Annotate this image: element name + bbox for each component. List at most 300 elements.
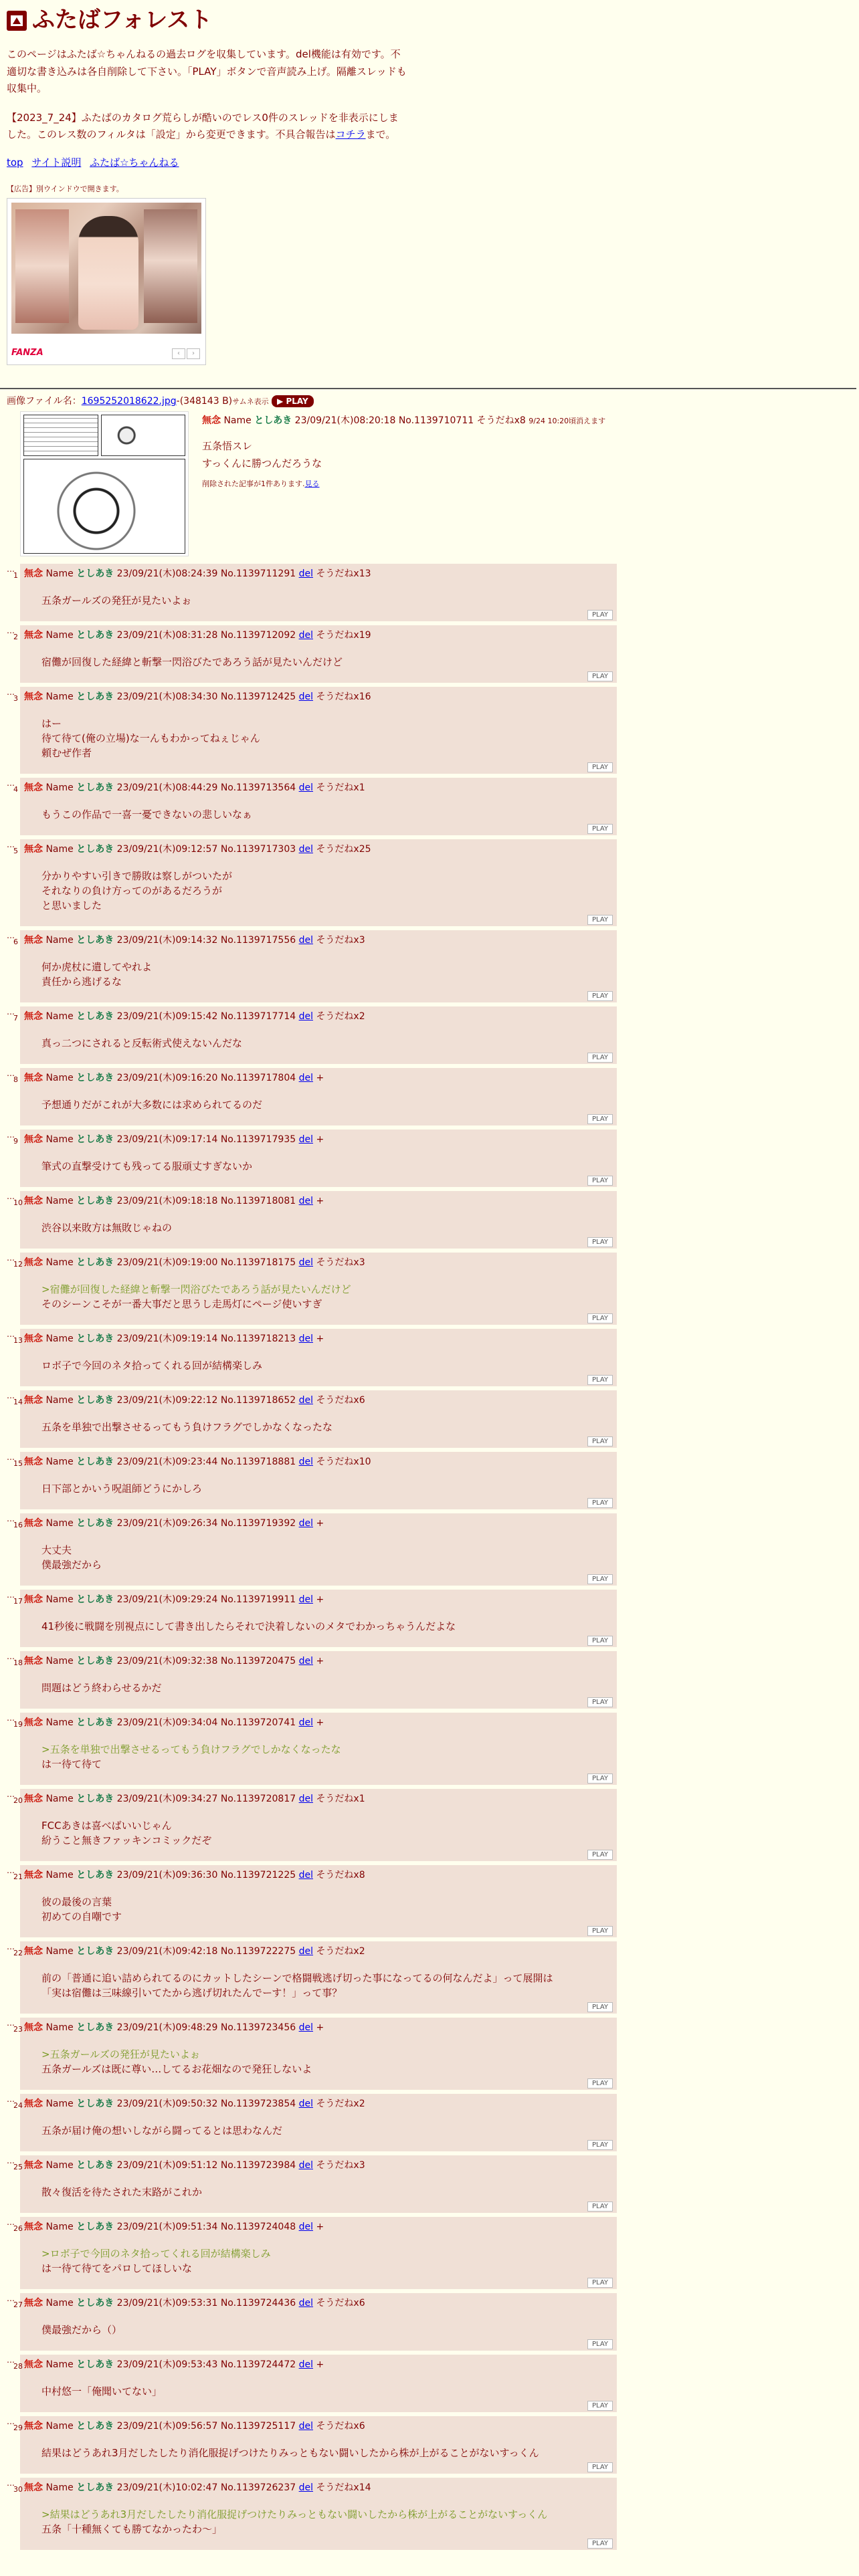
reply-header: [24, 1792, 613, 1806]
reply-index: 29: [13, 2423, 23, 2432]
reply-sodane[interactable]: そうだねx10: [316, 1456, 371, 1467]
reply-line: 渋谷以来敗方は無敗じゃねの: [41, 1221, 173, 1234]
reply-menu-icon[interactable]: …: [7, 778, 15, 788]
reply-no: No.1139711291: [220, 568, 296, 579]
reply-line: 真っ二つにされると反転術式使えないんだな: [41, 1037, 243, 1049]
reply-del-link[interactable]: del: [298, 1793, 313, 1804]
reply-header: [24, 1455, 613, 1469]
op-expire: 9/24 10:20頃消えます: [529, 416, 606, 425]
reply-header: [24, 1592, 613, 1607]
reply-quote: >ロボ子で今回のネタ拾ってくれる回が結構楽しみ: [41, 2247, 271, 2260]
reply-menu-icon[interactable]: …: [7, 1390, 15, 1400]
reply-del-link[interactable]: del: [298, 934, 313, 946]
ad-next-icon[interactable]: ›: [187, 348, 200, 359]
reply-message: [41, 2246, 613, 2276]
reply-box: [13, 2478, 617, 2550]
reply-name-label: Name: [45, 1010, 74, 1022]
op-thumbnail[interactable]: [20, 411, 189, 556]
ad-note: 【広告】別ウインドウで開きます。: [7, 184, 124, 193]
reply-date: 23/09/21(木)09:34:27: [116, 1793, 218, 1804]
reply-menu-icon[interactable]: …: [7, 1865, 15, 1875]
reply-header: [24, 1393, 613, 1408]
reply-title: 無念: [24, 1945, 43, 1957]
reply-name: としあき: [76, 1394, 114, 1406]
reply-no: No.1139713564: [220, 782, 296, 793]
reply-menu-icon[interactable]: …: [7, 1130, 15, 1140]
reply-del-link[interactable]: del: [298, 1333, 313, 1344]
reply-menu-icon[interactable]: …: [7, 2155, 15, 2165]
reply-box: [13, 1713, 617, 1785]
reply-no: No.1139724436: [220, 2297, 296, 2309]
reply-del-link[interactable]: del: [298, 2022, 313, 2033]
reply-name: としあき: [76, 2022, 114, 2033]
reply-quote: >五条ガールズの発狂が見たいよぉ: [41, 2048, 200, 2060]
reply-name-label: Name: [45, 1072, 74, 1083]
reply-play-button[interactable]: PLAY: [587, 1436, 613, 1446]
reply-header: [24, 2020, 613, 2035]
reply-play-button[interactable]: PLAY: [587, 2462, 613, 2472]
reply-del-link[interactable]: del: [298, 2221, 313, 2232]
reply-del-link[interactable]: del: [298, 1717, 313, 1728]
reply-line: 日下部とかいう呪詛師どうにかしろ: [41, 1482, 203, 1495]
reply-message: [41, 2047, 613, 2076]
reply-del-link[interactable]: del: [298, 629, 313, 641]
reply-box: [13, 1006, 617, 1064]
reply-del-link[interactable]: del: [298, 2420, 313, 2432]
reply-title: 無念: [24, 782, 43, 793]
reply-title: 無念: [24, 1793, 43, 1804]
reply-sodane[interactable]: そうだねx6: [316, 1394, 365, 1406]
reply-sodane[interactable]: +: [316, 1333, 324, 1344]
reply-play-button[interactable]: PLAY: [587, 1176, 613, 1186]
ad-banner[interactable]: [7, 198, 206, 365]
reply-del-link[interactable]: del: [298, 1517, 313, 1529]
reply-line: 宿儺が回復した経緯と斬撃一閃浴びたであろう話が見たいんだけど: [41, 655, 343, 668]
reply-del-link[interactable]: del: [298, 1257, 313, 1268]
reply-no: No.1139726237: [220, 2482, 296, 2493]
reply-name-label: Name: [45, 1793, 74, 1804]
reply-message: [41, 593, 613, 608]
reply-name-label: Name: [45, 1195, 74, 1206]
reply-menu-icon[interactable]: …: [7, 2355, 15, 2365]
reply-name-label: Name: [45, 2022, 74, 2033]
reply-name: としあき: [76, 691, 114, 702]
reply-title: 無念: [24, 1195, 43, 1206]
nav-top-link[interactable]: top: [7, 156, 23, 169]
reply-no: No.1139718652: [220, 1394, 296, 1406]
reply-sodane[interactable]: そうだねx3: [316, 934, 365, 946]
reply-play-button[interactable]: PLAY: [587, 610, 613, 620]
reply-line: それなりの負け方ってのがあるだろうが: [41, 884, 223, 897]
reply-date: 23/09/21(木)09:53:43: [116, 2359, 218, 2370]
reply-name: としあき: [76, 2359, 114, 2370]
reply-line: 41秒後に戦闘を別視点にして書き出したらそれで決着しないのメタでわかっちゃうんだよな: [41, 1620, 456, 1632]
reply-play-button[interactable]: PLAY: [587, 1313, 613, 1323]
reply-date: 23/09/21(木)09:42:18: [116, 1945, 218, 1957]
reply-menu-icon[interactable]: …: [7, 687, 15, 697]
reply-del-link[interactable]: del: [298, 2297, 313, 2309]
reply-menu-icon[interactable]: …: [7, 2478, 15, 2488]
reply-box: [13, 778, 617, 835]
reply-header: [24, 780, 613, 795]
reply-title: 無念: [24, 1717, 43, 1728]
reply-line: 大丈夫: [41, 1543, 72, 1556]
reply-menu-icon[interactable]: …: [7, 1513, 15, 1523]
reply-play-button[interactable]: PLAY: [587, 824, 613, 834]
reply-del-link[interactable]: del: [298, 782, 313, 793]
reply-title: 無念: [24, 1072, 43, 1083]
op-sodane[interactable]: そうだねx8: [476, 415, 526, 426]
reply-post: [7, 1329, 617, 1386]
reply-post: [7, 1713, 617, 1785]
reply-play-button[interactable]: PLAY: [587, 1636, 613, 1646]
reply-date: 23/09/21(木)09:17:14: [116, 1134, 218, 1145]
reply-no: No.1139717556: [220, 934, 296, 946]
reply-message: [41, 1895, 613, 1924]
reply-message: [41, 2123, 613, 2138]
reply-header: [24, 689, 613, 704]
reply-header: [24, 2097, 613, 2111]
show-deleted-link[interactable]: 見る: [304, 479, 320, 489]
reply-play-button[interactable]: PLAY: [587, 1574, 613, 1584]
reply-title: 無念: [24, 843, 43, 855]
reply-message: [41, 2323, 613, 2337]
reply-line: 何か虎杖に遺してやれよ: [41, 960, 153, 973]
reply-name-label: Name: [45, 2420, 74, 2432]
reply-del-link[interactable]: del: [298, 1594, 313, 1605]
reply-title: 無念: [24, 2359, 43, 2370]
reply-menu-icon[interactable]: …: [7, 2094, 15, 2104]
reply-name: としあき: [76, 1793, 114, 1804]
reply-del-link[interactable]: del: [298, 691, 313, 702]
ad-image[interactable]: [11, 203, 201, 334]
reply-menu-icon[interactable]: …: [7, 2293, 15, 2303]
reply-date: 23/09/21(木)09:22:12: [116, 1394, 218, 1406]
reply-box: [13, 2155, 617, 2213]
reply-name: としあき: [76, 1072, 114, 1083]
reply-post: [7, 1513, 617, 1586]
reply-box: [13, 1865, 617, 1937]
reply-sodane[interactable]: +: [316, 2221, 324, 2232]
site-title: ふたばフォレスト: [32, 7, 213, 33]
divider: [0, 388, 856, 389]
reply-message: [41, 2507, 613, 2537]
reply-no: No.1139723854: [220, 2098, 296, 2109]
intro-text-2: 【2023_7_24】ふたばのカタログ荒らしが酷いのでレス0件のスレッドを非表示にしました。このレス数のフィルタは「設定」から変更できます。不具合報告はコチラまで。: [7, 111, 399, 141]
reply-play-button[interactable]: PLAY: [587, 1237, 613, 1247]
reply-index: 10: [13, 1198, 23, 1207]
reply-name: としあき: [76, 629, 114, 641]
reply-menu-icon[interactable]: …: [7, 1452, 15, 1462]
reply-menu-icon[interactable]: …: [7, 1651, 15, 1661]
reply-sodane[interactable]: +: [316, 1517, 324, 1529]
reply-date: 23/09/21(木)09:51:12: [116, 2159, 218, 2171]
reply-play-button[interactable]: PLAY: [587, 2278, 613, 2288]
reply-index: 14: [13, 1397, 23, 1406]
reply-play-button[interactable]: PLAY: [587, 991, 613, 1001]
reply-sodane[interactable]: そうだねx2: [316, 2098, 365, 2109]
reply-del-link[interactable]: del: [298, 2098, 313, 2109]
reply-line: 分かりやすい引きで勝敗は察しがついたが: [41, 869, 233, 882]
reply-del-link[interactable]: del: [298, 1394, 313, 1406]
reply-header: [24, 842, 613, 857]
reply-sodane[interactable]: そうだねx2: [316, 1945, 365, 1957]
reply-name: としあき: [76, 1594, 114, 1605]
reply-sodane[interactable]: +: [316, 2359, 324, 2370]
reply-title: 無念: [24, 1257, 43, 1268]
reply-menu-icon[interactable]: …: [7, 564, 15, 574]
reply-no: No.1139719911: [220, 1594, 296, 1605]
reply-post: [7, 2018, 617, 2090]
reply-play-button[interactable]: PLAY: [587, 2539, 613, 2549]
reply-name-label: Name: [45, 629, 74, 641]
reply-line: は一待て待てをパロしてほしいな: [41, 2262, 193, 2274]
reply-menu-icon[interactable]: …: [7, 1253, 15, 1263]
reply-title: 無念: [24, 1655, 43, 1667]
reply-play-button[interactable]: PLAY: [587, 1697, 613, 1707]
reply-sodane[interactable]: +: [316, 2022, 324, 2033]
reply-name: としあき: [76, 1010, 114, 1022]
reply-sodane[interactable]: そうだねx16: [316, 691, 371, 702]
ad-prev-icon[interactable]: ‹: [172, 348, 185, 359]
reply-header: [24, 628, 613, 643]
reply-index: 16: [13, 1520, 23, 1529]
reply-sodane[interactable]: そうだねx6: [316, 2420, 365, 2432]
reply-del-link[interactable]: del: [298, 1134, 313, 1145]
reply-del-link[interactable]: del: [298, 1655, 313, 1667]
reply-name-label: Name: [45, 843, 74, 855]
reply-menu-icon[interactable]: …: [7, 1590, 15, 1600]
reply-menu-icon[interactable]: …: [7, 1068, 15, 1078]
reply-date: 23/09/21(木)09:32:38: [116, 1655, 218, 1667]
reply-name: としあき: [76, 2482, 114, 2493]
reply-name: としあき: [76, 2098, 114, 2109]
reply-name-label: Name: [45, 2482, 74, 2493]
reply-play-button[interactable]: PLAY: [587, 2202, 613, 2212]
reply-index: 4: [13, 784, 18, 794]
reply-date: 23/09/21(木)09:36:30: [116, 1869, 218, 1881]
reply-no: No.1139718175: [220, 1257, 296, 1268]
reply-no: No.1139722275: [220, 1945, 296, 1957]
reply-post: [7, 2094, 617, 2151]
reply-menu-icon[interactable]: …: [7, 1941, 15, 1951]
reply-menu-icon[interactable]: …: [7, 1713, 15, 1723]
reply-sodane[interactable]: そうだねx8: [316, 1869, 365, 1881]
reply-menu-icon[interactable]: …: [7, 930, 15, 940]
reply-post: [7, 2416, 617, 2474]
reply-del-link[interactable]: del: [298, 1072, 313, 1083]
reply-index: 26: [13, 2224, 23, 2233]
reply-date: 23/09/21(木)08:44:29: [116, 782, 218, 793]
reply-sodane[interactable]: +: [316, 1594, 324, 1605]
reply-name: としあき: [76, 1869, 114, 1881]
reply-menu-icon[interactable]: …: [7, 839, 15, 849]
reply-play-button[interactable]: PLAY: [587, 1774, 613, 1784]
reply-message: [41, 1282, 613, 1311]
reply-play-button[interactable]: PLAY: [587, 1498, 613, 1508]
intro-text-1: このページはふたば☆ちゃんねるの過去ログを収集しています。del機能は有効です。不適切な書き込みは各自削除して下さい。「PLAY」ボタンで音声読み上げ。隔離スレッドも収集中。: [7, 48, 407, 95]
reply-message: [41, 1097, 613, 1112]
reply-line: 五条ガールズは既に尊い…してるお花畑なので発狂しないよ: [41, 2062, 312, 2075]
reply-play-button[interactable]: PLAY: [587, 915, 613, 925]
reply-line: 「実は宿儺は三味線引いてたから逃げ切れたんでーす！」って事？: [41, 1986, 343, 1999]
reply-play-button[interactable]: PLAY: [587, 1053, 613, 1063]
reply-index: 6: [13, 937, 18, 946]
reply-del-link[interactable]: del: [298, 2159, 313, 2171]
reply-sodane[interactable]: そうだねx19: [316, 629, 371, 641]
reply-box: [13, 1789, 617, 1861]
reply-play-button[interactable]: PLAY: [587, 2339, 613, 2349]
reply-sodane[interactable]: +: [316, 1717, 324, 1728]
reply-del-link[interactable]: del: [298, 843, 313, 855]
reply-name: としあき: [76, 1717, 114, 1728]
reply-post: [7, 1390, 617, 1448]
reply-name-label: Name: [45, 934, 74, 946]
reply-play-button[interactable]: PLAY: [587, 2078, 613, 2088]
reply-play-button[interactable]: PLAY: [587, 2002, 613, 2012]
reply-box: [13, 2217, 617, 2289]
reply-menu-icon[interactable]: …: [7, 1191, 15, 1201]
reply-menu-icon[interactable]: …: [7, 2217, 15, 2227]
reply-menu-icon[interactable]: …: [7, 1006, 15, 1016]
reply-post: [7, 1865, 617, 1937]
reply-date: 23/09/21(木)08:31:28: [116, 629, 218, 641]
reply-sodane[interactable]: そうだねx14: [316, 2482, 371, 2493]
reply-header: [24, 566, 613, 581]
reply-message: [41, 1742, 613, 1772]
nav-about-link[interactable]: サイト説明: [31, 156, 82, 169]
op-play-button[interactable]: ▶ PLAY: [272, 395, 314, 407]
reply-sodane[interactable]: そうだねx2: [316, 1010, 365, 1022]
reply-menu-icon[interactable]: …: [7, 1789, 15, 1799]
reply-title: 無念: [24, 1517, 43, 1529]
reply-index: 23: [13, 2024, 23, 2034]
reply-message: [41, 1543, 613, 1572]
reply-sodane[interactable]: +: [316, 1134, 324, 1145]
reply-no: No.1139719392: [220, 1517, 296, 1529]
reply-line: FCCあきは喜べばいいじゃん: [41, 1819, 172, 1832]
reply-play-button[interactable]: PLAY: [587, 1850, 613, 1860]
reply-no: No.1139712425: [220, 691, 296, 702]
nav-futaba-link[interactable]: ふたば☆ちゃんねる: [90, 156, 179, 169]
reply-play-button[interactable]: PLAY: [587, 671, 613, 681]
reply-date: 23/09/21(木)09:15:42: [116, 1010, 218, 1022]
reply-title: 無念: [24, 629, 43, 641]
reply-date: 23/09/21(木)09:12:57: [116, 843, 218, 855]
reply-date: 23/09/21(木)09:53:31: [116, 2297, 218, 2309]
reply-name-label: Name: [45, 1456, 74, 1467]
reply-header: [24, 1331, 613, 1346]
reply-play-button[interactable]: PLAY: [587, 2140, 613, 2150]
reply-message: [41, 1619, 613, 1634]
reply-post: [7, 839, 617, 926]
reply-box: [13, 1130, 617, 1187]
op-name: としあき: [254, 415, 292, 426]
reply-post: [7, 1590, 617, 1647]
reply-sodane[interactable]: +: [316, 1072, 324, 1083]
reply-del-link[interactable]: del: [298, 1945, 313, 1957]
reply-play-button[interactable]: PLAY: [587, 1926, 613, 1936]
reply-header: [24, 2480, 613, 2495]
reply-sodane[interactable]: そうだねx25: [316, 843, 371, 855]
reply-message: [41, 1159, 613, 1174]
reply-index: 21: [13, 1872, 23, 1881]
reply-name: としあき: [76, 1655, 114, 1667]
reply-del-link[interactable]: del: [298, 568, 313, 579]
reply-name: としあき: [76, 1257, 114, 1268]
reply-menu-icon[interactable]: …: [7, 1329, 15, 1339]
reply-del-link[interactable]: del: [298, 1010, 313, 1022]
reply-menu-icon[interactable]: …: [7, 625, 15, 635]
reply-play-button[interactable]: PLAY: [587, 762, 613, 772]
reply-message: [41, 655, 613, 669]
reply-menu-icon[interactable]: …: [7, 2018, 15, 2028]
reply-date: 23/09/21(木)09:19:00: [116, 1257, 218, 1268]
reply-name-label: Name: [45, 1394, 74, 1406]
reply-del-link[interactable]: del: [298, 2359, 313, 2370]
report-link[interactable]: コチラ: [335, 128, 366, 141]
reply-line: 筆式の直撃受けても残ってる服頑丈すぎないか: [41, 1160, 253, 1172]
reply-sodane[interactable]: そうだねx3: [316, 2159, 365, 2171]
reply-del-link[interactable]: del: [298, 1456, 313, 1467]
reply-name: としあき: [76, 843, 114, 855]
reply-title: 無念: [24, 2482, 43, 2493]
reply-name-label: Name: [45, 1717, 74, 1728]
reply-quote: >結果はどうあれ3月だしたしたり消化服捉げつけたりみっともない闘いしたから株が上がることがないすっくん: [41, 2508, 548, 2520]
reply-no: No.1139717303: [220, 843, 296, 855]
reply-sodane[interactable]: +: [316, 1195, 324, 1206]
reply-sodane[interactable]: そうだねx1: [316, 782, 365, 793]
reply-name: としあき: [76, 2221, 114, 2232]
reply-post: [7, 1452, 617, 1509]
reply-play-button[interactable]: PLAY: [587, 2401, 613, 2411]
reply-sodane[interactable]: そうだねx13: [316, 568, 371, 579]
reply-header: [24, 1868, 613, 1883]
reply-header: [24, 2296, 613, 2311]
file-link[interactable]: 1695252018622.jpg: [81, 396, 177, 407]
reply-message: [41, 1971, 613, 2000]
reply-index: 15: [13, 1459, 23, 1468]
reply-index: 27: [13, 2300, 23, 2309]
reply-post: [7, 625, 617, 683]
reply-del-link[interactable]: del: [298, 1195, 313, 1206]
reply-del-link[interactable]: del: [298, 2482, 313, 2493]
reply-no: No.1139718881: [220, 1456, 296, 1467]
reply-line: 五条「十種無くても勝てなかったわ～」: [41, 2523, 223, 2535]
reply-line: そのシーンこそが一番大事だと思うし走馬灯にページ使いすぎ: [41, 1297, 322, 1310]
op-date: 23/09/21(木)08:20:18: [294, 415, 396, 426]
reply-no: No.1139720475: [220, 1655, 296, 1667]
reply-box: [13, 930, 617, 1002]
reply-sodane[interactable]: そうだねx1: [316, 1793, 365, 1804]
reply-post: [7, 1789, 617, 1861]
reply-date: 23/09/21(木)09:29:24: [116, 1594, 218, 1605]
reply-box: [13, 1651, 617, 1709]
reply-sodane[interactable]: +: [316, 1655, 324, 1667]
reply-sodane[interactable]: そうだねx3: [316, 1257, 365, 1268]
reply-no: No.1139725117: [220, 2420, 296, 2432]
reply-no: No.1139724048: [220, 2221, 296, 2232]
reply-menu-icon[interactable]: …: [7, 2416, 15, 2426]
reply-post: [7, 564, 617, 621]
reply-del-link[interactable]: del: [298, 1869, 313, 1881]
reply-message: [41, 1358, 613, 1373]
reply-play-button[interactable]: PLAY: [587, 1114, 613, 1124]
reply-sodane[interactable]: そうだねx6: [316, 2297, 365, 2309]
reply-index: 3: [13, 693, 18, 703]
reply-play-button[interactable]: PLAY: [587, 1375, 613, 1385]
reply-line: 僕最強だから（）: [41, 2323, 122, 2336]
